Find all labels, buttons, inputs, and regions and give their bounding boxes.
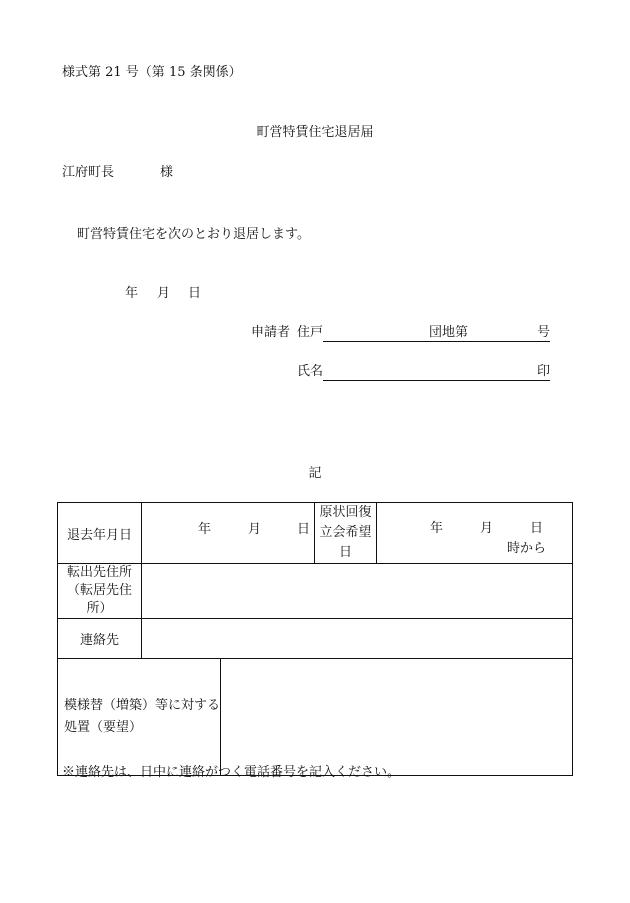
address-label: 住戸 (297, 325, 324, 340)
address-underline[interactable] (323, 341, 550, 342)
addressee: 江府町長 (62, 165, 115, 180)
date-year-label: 年 (125, 286, 139, 301)
restoration-month: 月 (480, 521, 494, 536)
restoration-year: 年 (430, 521, 444, 536)
restoration-label-line1: 原状回復 (319, 505, 372, 520)
remodel-label-line1: 模様替（増築）等に対する (64, 698, 221, 713)
forwarding-address-label (58, 564, 142, 619)
name-label: 氏名 (297, 364, 324, 379)
move-out-year: 年 (198, 522, 212, 537)
applicant-label: 申請者 (251, 325, 291, 340)
move-out-date-field[interactable] (142, 503, 315, 564)
forwarding-address-field[interactable] (142, 564, 573, 619)
name-underline[interactable] (323, 380, 550, 381)
form-table (57, 502, 573, 776)
complex-label: 団地第 (429, 325, 469, 340)
seal-mark: 印 (537, 364, 551, 379)
document-title: 町営特賃住宅退居届 (256, 125, 374, 140)
number-suffix: 号 (537, 325, 551, 340)
addressee-honorific: 様 (160, 165, 174, 180)
footnote: ※連絡先は、日中に連絡がつく電話番号を記入ください。 (62, 765, 401, 780)
move-out-month: 月 (248, 522, 262, 537)
restoration-date-field[interactable] (377, 503, 573, 564)
intro-text: 町営特賃住宅を次のとおり退居します。 (77, 227, 310, 242)
contact-field[interactable] (142, 619, 573, 659)
forwarding-label-line1: 転出先住所 (66, 565, 132, 580)
ki-heading: 記 (308, 466, 322, 481)
remodel-field[interactable] (221, 659, 573, 776)
forwarding-label-line2: （転居先住所） (66, 583, 132, 616)
contact-label: 連絡先 (58, 619, 142, 659)
move-out-date-label: 退去年月日 (58, 503, 142, 564)
remodel-label (58, 659, 221, 776)
restoration-day: 日 (530, 521, 544, 536)
restoration-time: 時から (507, 541, 547, 556)
remodel-label-line2: 処置（要望） (64, 720, 143, 735)
form-number: 様式第 21 号（第 15 条関係） (62, 65, 242, 80)
date-day-label: 日 (188, 286, 202, 301)
date-month-label: 月 (157, 286, 171, 301)
restoration-label-line2: 立会希望日 (319, 525, 372, 560)
move-out-day: 日 (297, 522, 311, 537)
restoration-date-label (315, 503, 377, 564)
